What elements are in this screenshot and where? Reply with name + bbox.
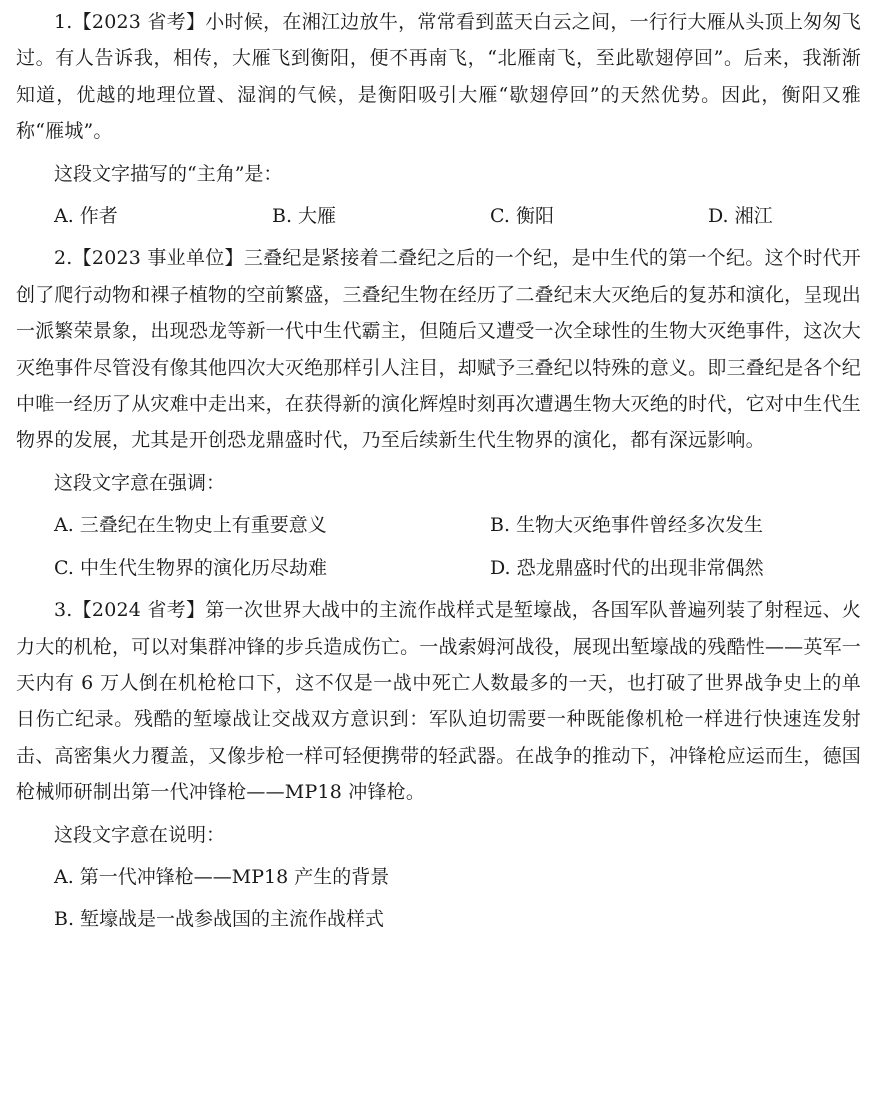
question-stem: 1.【2023 省考】小时候，在湘江边放牛，常常看到蓝天白云之间，一行行大雁从头顶上匆匆飞过。有人告诉我，相传，大雁飞到衡阳，便不再南飞，“北雁南飞，至此歇翅停回”。后来，我渐渐知道，优越的地理位置、湿润的气候，是衡阳吸引大雁“歇翅停回”的天然优势。因此，衡阳又雅称“雁城”。 [16,11,861,143]
question-prompt: 这段文字意在说明： [54,823,226,846]
question-3 [16,592,861,938]
question-2 [16,240,861,586]
question-prompt: 这段文字描写的“主角”是： [54,162,283,185]
option-d: D. 恐龙鼎盛时代的出现非常偶然 [490,556,764,579]
option-a: A. 作者 [54,205,118,228]
option-c: C. 中生代生物界的演化历尽劫难 [54,556,327,579]
option-b: B. 生物大灭绝事件曾经多次发生 [490,514,764,537]
options-list [16,507,861,543]
option-b: B. 堑壕战是一战参战国的主流作战样式 [54,908,385,931]
question-stem: 3.【2024 省考】第一次世界大战中的主流作战样式是堑壕战，各国军队普遍列装了射程远、火力大的机枪，可以对集群冲锋的步兵造成伤亡。一战索姆河战役，展现出堑壕战的残酷性——英军一天内有 6 万人倒在机枪枪口下，这不仅是一战中死亡人数最多的一天，也打破了世界战争史上的单日伤亡纪录。残酷的堑壕战让交战双方意识到：军队迫切需要一种既能像机枪一样进行快速连发射击、高密集火力覆盖，又像步枪一样可轻便携带的轻武器。在战争的推动下，冲锋枪应运而生，德国枪械师研制出第一代冲锋枪——MP18 冲锋枪。 [16,599,861,804]
option-b: B. 大雁 [272,205,337,228]
option-a: A. 第一代冲锋枪——MP18 产生的背景 [54,865,390,888]
options-list [16,550,861,586]
question-prompt: 这段文字意在强调： [54,471,226,494]
option-d: D. 湘江 [708,205,773,228]
options-list [16,859,861,938]
question-1 [16,4,861,234]
option-c: C. 衡阳 [490,205,554,228]
question-stem: 2.【2023 事业单位】三叠纪是紧接着二叠纪之后的一个纪，是中生代的第一个纪。这个时代开创了爬行动物和裸子植物的空前繁盛，三叠纪生物在经历了二叠纪末大灭绝后的复苏和演化，呈现出一派繁荣景象，出现恐龙等新一代中生代霸主，但随后又遭受一次全球性的生物大灭绝事件，这次大灭绝事件尽管没有像其他四次大灭绝那样引人注目，却赋予三叠纪以特殊的意义。即三叠纪是各个纪中唯一经历了从灾难中走出来，在获得新的演化辉煌时刻再次遭遇生物大灭绝的时代，它对中生代生物界的发展，尤其是开创恐龙鼎盛时代，乃至后续新生代生物界的演化，都有深远影响。 [16,247,861,452]
options-list [16,198,861,234]
option-a: A. 三叠纪在生物史上有重要意义 [54,514,327,537]
